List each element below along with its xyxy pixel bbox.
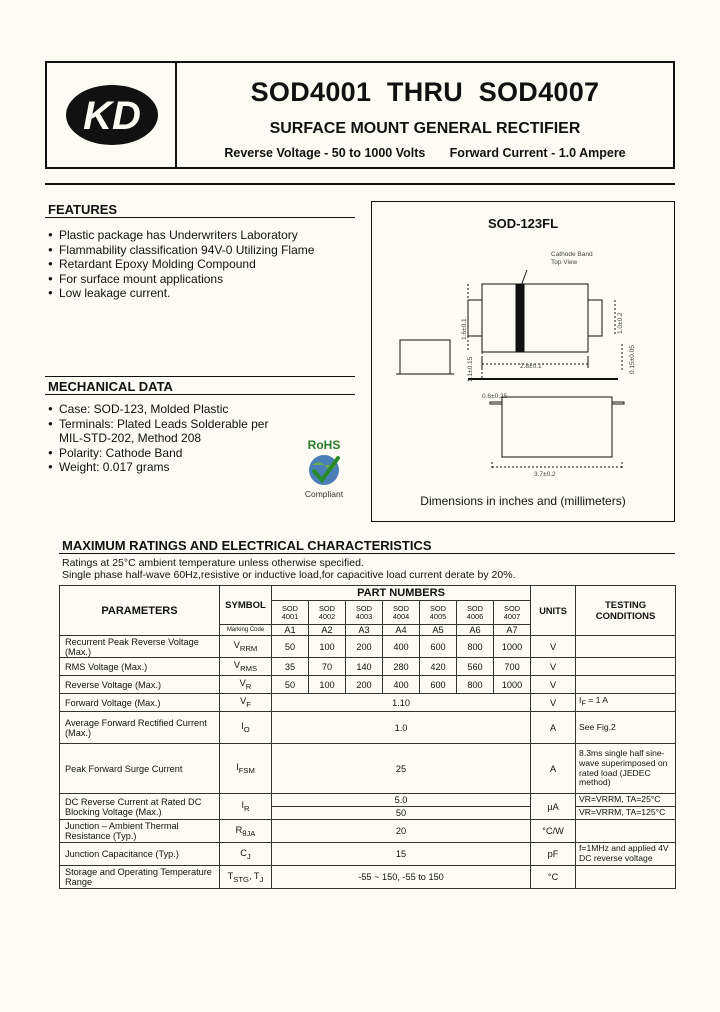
dim-lead-thickness: 0.15±0.05 [629,345,636,374]
marking-code: A1 [272,625,309,636]
feature-item: ● Flammability classification 94V-0 Utilizing Flame [48,243,358,258]
table-row [60,866,676,889]
top-view-label: Top View [551,259,578,266]
value-cell: 50 [272,807,531,820]
value-cell: 1.10 [272,694,531,712]
features-list [48,228,358,301]
ratings-rule [59,553,675,554]
value-cell: 280 [383,658,420,676]
value-cell: 15 [272,843,531,866]
value-cell: 400 [383,676,420,694]
table-row [60,794,676,807]
table-row [60,636,676,658]
param-io: Average Forward Rectified Current (Max.) [60,712,220,744]
symbol-vrms: $V_{RMS}$ [220,658,272,676]
part-header: SOD 4003 [346,601,383,625]
rohs-badge [298,435,350,503]
marking-code: A4 [383,625,420,636]
marking-code: A2 [309,625,346,636]
marking-code: A7 [494,625,531,636]
header-divider [45,183,675,185]
unit-cell: °C/W [531,820,576,843]
symbol-io: $I_O$ [220,712,272,744]
mechanical-item: ● Polarity: Cathode Band [48,446,348,461]
test-cell [576,658,676,676]
value-cell: 5.0 [272,794,531,807]
value-cell: 50 [272,636,309,658]
dim-pad: 0.6±0.25 [482,393,508,400]
table-row [60,658,676,676]
page-title: SOD4001 THRU SOD4007 [250,77,600,107]
test-cell [576,676,676,694]
value-cell: 100 [309,676,346,694]
features-title: FEATURES [48,202,118,217]
test-cell: See Fig.2 [576,712,676,744]
part-header: SOD 4006 [457,601,494,625]
value-cell: 100 [309,636,346,658]
value-cell: 50 [272,676,309,694]
unit-cell: A [531,712,576,744]
table-row [60,843,676,866]
rohs-text: RoHS [307,438,341,452]
value-cell: 20 [272,820,531,843]
dim-thickness: 1.1±0.15 [467,356,474,382]
package-box [371,201,675,522]
value-cell: 1.0 [272,712,531,744]
unit-cell: V [531,658,576,676]
ratings-table [59,585,676,889]
package-title: SOD-123FL [487,216,559,231]
value-cell: 700 [494,658,531,676]
symbol-cj: $C_J$ [220,843,272,866]
mechanical-title: MECHANICAL DATA [48,379,173,394]
param-vrms: RMS Voltage (Max.) [60,658,220,676]
page-subtitle: SURFACE MOUNT GENERAL RECTIFIER [269,120,581,137]
ratings-note-2: Single phase half-wave 60Hz,resistive or inductive load,for capacitive load current derate by 20%. [62,568,516,581]
test-cell: 8.3ms single half sine-wave superimposed on rated load (JEDEC method) [576,744,676,794]
logo-text: KD [83,94,141,138]
param-tstg: Storage and Operating Temperature Range [60,866,220,889]
symbol-rja: $R_{\theta JA}$ [220,820,272,843]
value-cell: 25 [272,744,531,794]
value-cell: 800 [457,676,494,694]
package-caption: Dimensions in inches and (millimeters) [420,494,626,508]
part-header: SOD 4005 [420,601,457,625]
value-cell: 70 [309,658,346,676]
mechanical-item: ● Weight: 0.017 grams [48,460,348,475]
symbol-tstg: $T_{STG}$, $T_J$ [220,866,272,889]
col-units: UNITS [531,586,576,636]
test-cell: VR=VRRM, TA=25°C [576,794,676,807]
col-parameters: PARAMETERS [60,586,220,636]
logo-cell [47,63,177,167]
ratings-notes [62,558,516,581]
marking-code-label: Marking Code [220,625,272,636]
part-header: SOD 4004 [383,601,420,625]
ratings-title: MAXIMUM RATINGS AND ELECTRICAL CHARACTERISTICS [62,538,432,553]
cathode-label: Cathode Band [551,251,593,258]
param-cj: Junction Capacitance (Typ.) [60,843,220,866]
header-box [45,61,675,169]
value-cell: 35 [272,658,309,676]
test-cell [576,820,676,843]
dim-height: 1.6±0.1 [461,318,468,340]
marking-code: A3 [346,625,383,636]
param-rja: Junction – Ambient Thermal Resistance (Typ.) [60,820,220,843]
part-header: SOD 4007 [494,601,531,625]
param-vf: Forward Voltage (Max.) [60,694,220,712]
mechanical-item: ● Terminals: Plated Leads Solderable per [48,417,348,432]
table-row [60,676,676,694]
unit-cell: V [531,636,576,658]
dim-body-length: 2.8±0.1 [520,363,542,370]
value-cell: 1000 [494,636,531,658]
unit-cell: µA [531,794,576,820]
col-testing: TESTING CONDITIONS [576,586,676,636]
unit-cell: V [531,676,576,694]
mechanical-rule [45,394,355,395]
symbol-vf: $V_F$ [220,694,272,712]
value-cell: 560 [457,658,494,676]
value-cell: 200 [346,676,383,694]
value-cell: 400 [383,636,420,658]
rohs-logo-icon [298,435,350,503]
unit-cell: pF [531,843,576,866]
ratings-note-1: Ratings at 25°C ambient temperature unless otherwise specified. [62,557,364,569]
test-cell: f=1MHz and applied 4V DC reverse voltage [576,843,676,866]
features-rule [45,217,355,218]
feature-item: ● Retardant Epoxy Molding Compound [48,257,358,272]
feature-item: ● Low leakage current. [48,286,358,301]
mechanical-item: MIL-STD-202, Method 208 [59,431,202,446]
feature-item: ● For surface mount applications [48,272,358,287]
value-cell: 800 [457,636,494,658]
symbol-vrrm: $V_{RRM}$ [220,636,272,658]
test-cell: VR=VRRM, TA=125°C [576,807,676,820]
value-cell: 600 [420,676,457,694]
ratings-line: Reverse Voltage - 50 to 1000 Volts Forward Current - 1.0 Ampere [224,146,626,160]
dim-lead: 1.0±0.2 [617,312,624,334]
param-vrrm: Recurrent Peak Reverse Voltage (Max.) [60,636,220,658]
unit-cell: A [531,744,576,794]
value-cell: 140 [346,658,383,676]
part-header: SOD 4002 [309,601,346,625]
table-row [60,694,676,712]
mechanical-rule-top [45,376,355,377]
unit-cell: °C [531,866,576,889]
unit-cell: V [531,694,576,712]
value-cell: 600 [420,636,457,658]
test-cell [576,866,676,889]
col-part-numbers: PART NUMBERS [272,586,531,601]
mechanical-item: ● Case: SOD-123, Molded Plastic [48,402,348,417]
col-symbol: SYMBOL [220,586,272,625]
param-vr: Reverse Voltage (Max.) [60,676,220,694]
value-cell: -55 ~ 150, -55 to 150 [272,866,531,889]
param-ir: DC Reverse Current at Rated DC Blocking Voltage (Max.) [60,794,220,820]
symbol-ir: $I_R$ [220,794,272,820]
value-cell: 200 [346,636,383,658]
kd-logo [47,63,175,167]
value-cell: 420 [420,658,457,676]
test-cell [576,636,676,658]
dim-total-length: 3.7±0.2 [534,471,556,478]
part-header: SOD 4001 [272,601,309,625]
table-row [60,744,676,794]
marking-code: A5 [420,625,457,636]
param-ifsm: Peak Forward Surge Current [60,744,220,794]
symbol-vr: $V_R$ [220,676,272,694]
table-row [60,820,676,843]
feature-item: ● Plastic package has Underwriters Laboratory [48,228,358,243]
rohs-compliant: Compliant [304,489,344,499]
table-row [60,712,676,744]
symbol-ifsm: $I_{FSM}$ [220,744,272,794]
package-drawing [372,232,674,487]
marking-code: A6 [457,625,494,636]
test-cell: $I_F = 1$ A [576,694,676,712]
value-cell: 1000 [494,676,531,694]
